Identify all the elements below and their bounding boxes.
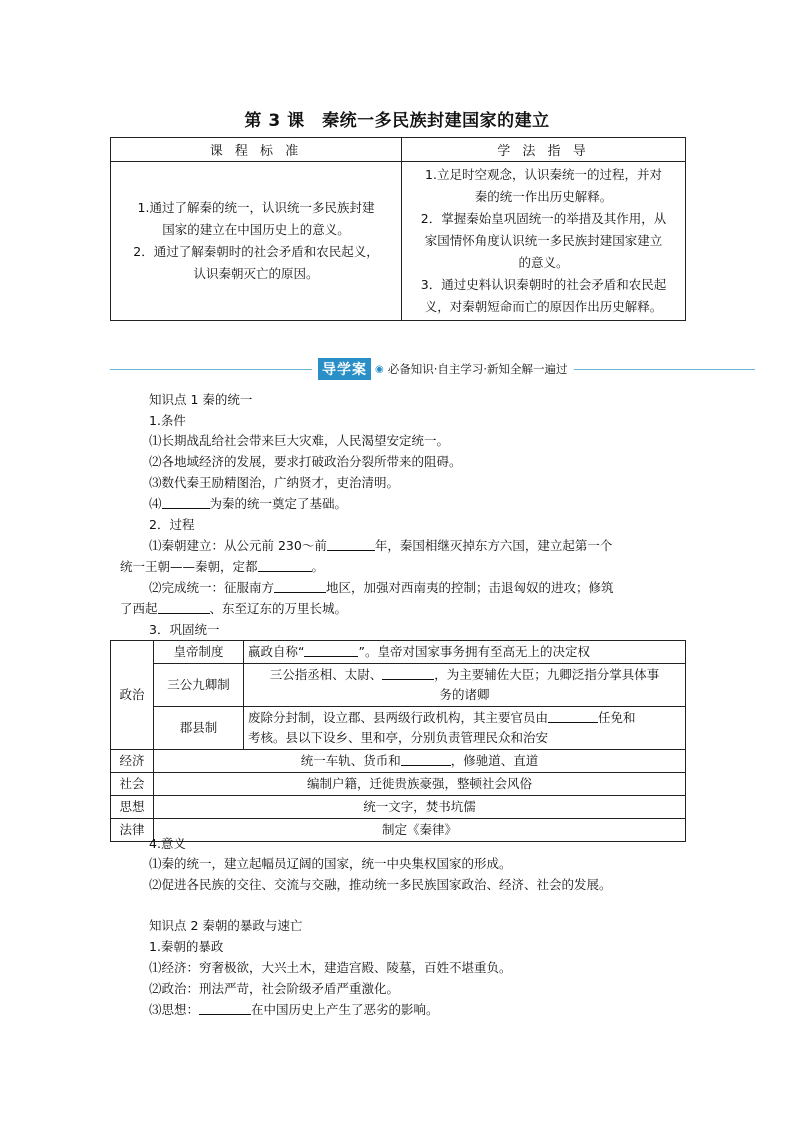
emperor-content bbox=[244, 641, 686, 664]
category-law: 法律 bbox=[111, 819, 154, 842]
text: 务的诸卿 bbox=[439, 687, 490, 702]
methods-line: 秦的统一作出历史解释。 bbox=[474, 189, 613, 204]
kp2-heading: 知识点 2 秦朝的暴政与速亡 bbox=[149, 918, 303, 933]
methods-line: 3．通过史料认识秦朝时的社会矛盾和农民起 bbox=[420, 277, 667, 292]
condition-1: ⑴长期战乱给社会带来巨大灾难，人民渴望安定统一。 bbox=[149, 433, 450, 448]
process-1-line-2 bbox=[120, 559, 324, 575]
text: 嬴政自称“ bbox=[248, 644, 305, 659]
consolidation-table bbox=[110, 640, 686, 842]
methods-header: 学 法 指 导 bbox=[402, 138, 686, 162]
row-label-sgjq: 三公九卿制 bbox=[154, 664, 244, 707]
process-2-line-2 bbox=[120, 601, 347, 617]
banner-label: 导学案 bbox=[318, 358, 371, 380]
fill-blank[interactable] bbox=[304, 644, 358, 657]
methods-line: 1.立足时空观念，认识秦统一的过程，并对 bbox=[425, 167, 662, 182]
fill-blank[interactable] bbox=[258, 559, 312, 572]
banner-subtitle: 必备知识·自主学习·新知全解一遍过 bbox=[387, 362, 568, 376]
meaning-heading: 4.意义 bbox=[149, 836, 186, 851]
kp2-section-1: 1.秦朝的暴政 bbox=[149, 939, 224, 954]
text: ，修驰道、直道 bbox=[450, 753, 539, 768]
fill-blank[interactable] bbox=[199, 1002, 251, 1015]
methods-line: 义，对秦朝短命而亡的原因作出历史解释。 bbox=[424, 299, 663, 314]
methods-cell bbox=[402, 162, 686, 321]
text: 为秦的统一奠定了基础。 bbox=[209, 496, 348, 511]
text: 废除分封制，设立郡、县两级行政机构，其主要官员由 bbox=[248, 710, 549, 725]
kp1-heading: 知识点 1 秦的统一 bbox=[149, 392, 253, 407]
tyranny-3 bbox=[149, 1002, 439, 1018]
text: 三公指丞相、太尉、 bbox=[269, 667, 383, 682]
bullet-icon: ◉ bbox=[375, 363, 384, 375]
text: 、东至辽东的万里长城。 bbox=[209, 601, 348, 616]
text: 任免和 bbox=[598, 710, 636, 725]
standards-line: 2．通过了解秦朝时的社会矛盾和农民起义， bbox=[133, 244, 379, 259]
kp1-section-2: 2．过程 bbox=[149, 517, 195, 532]
text: ⑷ bbox=[149, 496, 162, 511]
text: 统一王朝——秦朝，定都 bbox=[120, 559, 258, 574]
condition-3: ⑶数代秦王励精图治，广纳贤才，吏治清明。 bbox=[149, 475, 400, 490]
condition-2: ⑵各地域经济的发展，要求打破政治分裂所带来的阻碍。 bbox=[149, 454, 462, 469]
fill-blank[interactable] bbox=[382, 667, 434, 680]
process-1-line-1 bbox=[149, 538, 612, 554]
standards-line: 国家的建立在中国历史上的意义。 bbox=[162, 222, 350, 237]
law-content: 制定《秦律》 bbox=[154, 819, 686, 842]
text: 考核。县以下设乡、里和亭，分别负责管理民众和治安 bbox=[248, 730, 549, 745]
category-economy: 经济 bbox=[111, 750, 154, 773]
meaning-1: ⑴秦的统一，建立起幅员辽阔的国家，统一中央集权国家的形成。 bbox=[149, 856, 512, 871]
text: 年，秦国相继灭掉东方六国，建立起第一个 bbox=[374, 538, 613, 553]
economy-content bbox=[154, 750, 686, 773]
row-label-emperor: 皇帝制度 bbox=[154, 641, 244, 664]
category-politics: 政治 bbox=[111, 641, 154, 750]
standards-header: 课 程 标 准 bbox=[111, 138, 402, 162]
kp1-section-1: 1.条件 bbox=[149, 413, 186, 428]
category-thought: 思想 bbox=[111, 796, 154, 819]
standards-cell bbox=[111, 162, 402, 321]
methods-line: 的意义。 bbox=[518, 255, 569, 270]
text: 了西起 bbox=[120, 601, 158, 616]
process-2-line-1 bbox=[149, 580, 614, 596]
text: ⑵完成统一：征服南方 bbox=[149, 580, 275, 595]
banner-tag bbox=[312, 358, 574, 380]
society-content: 编制户籍，迁徙贵族豪强，整顿社会风俗 bbox=[154, 773, 686, 796]
methods-line: 家国情怀角度认识统一多民族封建国家建立 bbox=[424, 233, 663, 248]
standards-line: 1.通过了解秦的统一，认识统一多民族封建 bbox=[137, 200, 375, 215]
fill-blank[interactable] bbox=[274, 580, 326, 593]
text: ”。皇帝对国家事务拥有至高无上的决定权 bbox=[358, 644, 590, 659]
standards-table bbox=[110, 137, 686, 321]
condition-4 bbox=[149, 496, 347, 512]
section-banner bbox=[110, 358, 755, 378]
fill-blank[interactable] bbox=[327, 538, 375, 551]
text: 统一车轨、货币和 bbox=[300, 753, 401, 768]
jx-content bbox=[244, 707, 686, 750]
meaning-2: ⑵促进各民族的交往、交流与交融，推动统一多民族国家政治、经济、社会的发展。 bbox=[149, 877, 612, 892]
fill-blank[interactable] bbox=[162, 496, 210, 509]
row-label-jx: 郡县制 bbox=[154, 707, 244, 750]
tyranny-2: ⑵政治：刑法严苛，社会阶级矛盾严重激化。 bbox=[149, 981, 400, 996]
lesson-title: 第 3 课 秦统一多民族封建国家的建立 bbox=[244, 111, 550, 131]
text: ⑶思想： bbox=[149, 1002, 200, 1017]
standards-line: 认识秦朝灭亡的原因。 bbox=[193, 266, 319, 281]
text: 在中国历史上产生了恶劣的影响。 bbox=[251, 1002, 439, 1017]
fill-blank[interactable] bbox=[401, 753, 451, 766]
text: ，为主要辅佐大臣；九卿泛指分掌具体事 bbox=[434, 667, 660, 682]
text: 。 bbox=[311, 559, 325, 574]
text: ⑴秦朝建立：从公元前 230～前 bbox=[149, 538, 327, 553]
text: 地区，加强对西南夷的控制；击退匈奴的进攻；修筑 bbox=[326, 580, 614, 595]
fill-blank[interactable] bbox=[158, 601, 210, 614]
tyranny-1: ⑴经济：穷奢极欲，大兴土木，建造宫殿、陵墓，百姓不堪重负。 bbox=[149, 960, 512, 975]
sgjq-content bbox=[244, 664, 686, 707]
kp1-section-3: 3．巩固统一 bbox=[149, 622, 220, 637]
methods-line: 2．掌握秦始皇巩固统一的举措及其作用，从 bbox=[420, 211, 667, 226]
thought-content: 统一文字，焚书坑儒 bbox=[154, 796, 686, 819]
fill-blank[interactable] bbox=[548, 710, 598, 723]
category-society: 社会 bbox=[111, 773, 154, 796]
